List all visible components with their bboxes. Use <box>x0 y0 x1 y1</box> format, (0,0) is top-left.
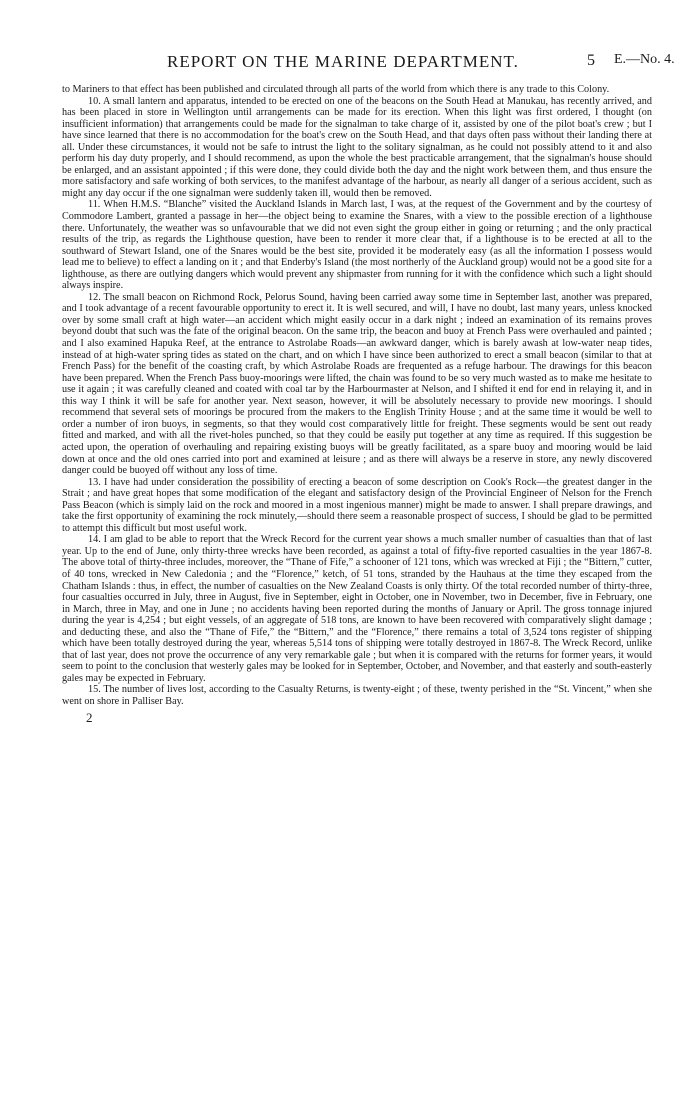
paragraph-13: 13. I have had under consideration the possibility of erecting a beacon of some description on Cook's Rock—the greatest danger in the Strait ; and have great hopes that some modification of the elegant and satisfactory design of the Provincial Engineer of Nelson for the French Pass Beacon (which is simply laid on the rock and moored in a most ingenious manner) might be made to answer. I shall prepare drawings, and take the first opportunity of examining the rock minutely,—should there seem a reasonable prospect of success, I should be glad to be permitted to attempt this difficult but most useful work. <box>62 476 652 534</box>
page-header <box>62 52 675 74</box>
paragraph-continuation: to Mariners to that effect has been published and circulated through all parts of the world from which there is any trade to this Colony. <box>62 84 610 95</box>
paragraph-11: 11. When H.M.S. “Blanche” visited the Auckland Islands in March last, I was, at the request of the Government and by the courtesy of Commodore Lambert, granted a passage in her—the object being to examine the Snares, with a view to the possible erection of a lighthouse there. Unfortunately, the weather was so unfavourable that we did not even sight the group either in going or returning ; and the only practical results of the trip, as regards the Lighthouse question, have been to render it more clear that, if a lighthouse is to be erected at all to the southward of Stewart Island, one of the Snares would be the best site, provided it be moderately easy (as all the information I possess would lead me to believe) to effect a landing on it ; and that Enderby's Island (the most northerly of the Auckland group) would not be a good site for a lighthouse, as there are outlying dangers which would prevent any shipmaster from running for it with the confidence which such a light should always inspire. <box>62 199 652 292</box>
page-number: 5 <box>587 52 595 69</box>
paragraph-15: 15. The number of lives lost, according to the Casualty Returns, is twenty-eight ; of these, twenty perished in the “St. Vincent,” when she went on shore in Palliser Bay. <box>62 684 652 707</box>
paragraph-10: 10. A small lantern and apparatus, intended to be erected on one of the beacons on the South Head at Manukau, has recently arrived, and has been placed in store in Wellington until arrangements can be made for its erection. When this light was first ordered, I thought (on insufficient information) that arrangements could be made for the signalman to take charge of it, assisted by one of the pilot boat's crew ; but I have since learned that there is no accommodation for the boat's crew on the South Head, and that days often pass without their landing there at all. Under these circumstances, it would not be safe to intrust the light to the solitary signalman, as he could not possibly attend to it and also perform his day duty properly, and I should recommend, as upon the whole the best practicable arrangement, that the signalman's house should be enlarged, and an assistant appointed ; if this were done, they could divide both the day and the night work between them, and thus ensure the more satisfactory and safe working of both services, to the manifest advantage of the harbour, as nearly all danger of a serious accident, such as might any day occur if the one signalman were suddenly taken ill, would then be removed. <box>62 95 652 199</box>
paragraph-12: 12. The small beacon on Richmond Rock, Pelorus Sound, having been carried away some time in September last, another was prepared, and I took advantage of a recent favourable opportunity to erect it. It is well secured, and will, I have no doubt, last many years, unless knocked over by some small craft at high water—an accident which might easily occur in a dark night ; indeed an examination of its remains proves beyond doubt that such was the fate of the original beacon. On the same trip, the beacon and buoy at French Pass were overhauled and painted ; and I also examined Hapuka Reef, at the entrance to Astrolabe Roads—an awkward danger, which is barely awash at low-water neap tides, instead of at high-water spring tides as stated on the chart, and on which I have since been authorized to erect a small beacon (similar to that at French Pass) for the benefit of the coasting craft, by which Astrolabe Roads are frequented as a refuge harbour. The drawings for this beacon have been prepared. When the French Pass buoy-moorings were lifted, the chain was found to be so very much wasted as to make me hesitate to use it again ; it was carefully cleaned and coated with coal tar by the Harbourmaster at Nelson, and I shifted it end for end in relaying it, and in this way I think it will be safe for another year. Next season, however, it will be absolutely necessary to provide new moorings. I should recommend that several sets of moorings be procured from the makers to the English Trinity House ; and at the same time it would be well to order a number of iron buoys, in segments, so that they would cost comparatively little for freight. These segments would be sent out ready fitted and marked, and with all the rivet-holes punched, so that they could be easily put together at any time as required. If this suggestion be acted upon, the operation of overhauling and repairing existing buoys will be greatly facilitated, as a spare buoy and mooring would be laid down at once and the old ones carried into port and examined at leisure ; and as there will always be a reserve in store, any newly discovered danger could be buoyed off without any loss of time. <box>62 291 652 477</box>
report-body <box>62 84 652 708</box>
report-title: REPORT ON THE MARINE DEPARTMENT. <box>167 52 519 71</box>
document-reference: E.—No. 4. <box>614 52 675 67</box>
paragraph-14: 14. I am glad to be able to report that the Wreck Record for the current year shows a much smaller number of casualties than that of last year. Up to the end of June, only thirty-three wrecks have been recorded, as against a total of fifty-five reported casualties in the year 1867-8. The above total of thirty-three includes, moreover, the “Thane of Fife,” a schooner of 121 tons, which was wrecked at Fiji ; the “Bittern,” cutter, of 40 tons, wrecked in New Caledonia ; and the “Florence,” ketch, of 51 tons, stranded by the Hauhaus at the time they escaped from the Chatham Islands : thus, in effect, the number of casualties on the New Zealand Coasts is only thirty. Of the total recorded number of thirty-three, four casualties occurred in July, three in August, five in September, eight in October, one in November, two in December, five in February, one in March, three in May, and one in June ; no accidents having been reported during the months of January or April. The gross tonnage injured during the year is 4,254 ; but eight vessels, of an aggregate of 518 tons, are known to have been recovered with comparatively slight damage ; and deducting these, and also the “Thane of Fife,” the “Bittern,” and the “Florence,” there remains a total of 3,524 tons register of shipping which have been totally destroyed during the year, whereas 5,514 tons of shipping were totally destroyed in 1867-8. The Wreck Record, unlike that of last year, does not prove the occurrence of any very remarkable gale ; but when it is compared with the returns for former years, it would seem to point to the conclusion that westerly gales may be looked for in September, October, and November, and that easterly and south-easterly gales may be expected in February. <box>62 534 652 684</box>
document-page <box>62 52 675 726</box>
signature-mark: 2 <box>86 709 93 725</box>
